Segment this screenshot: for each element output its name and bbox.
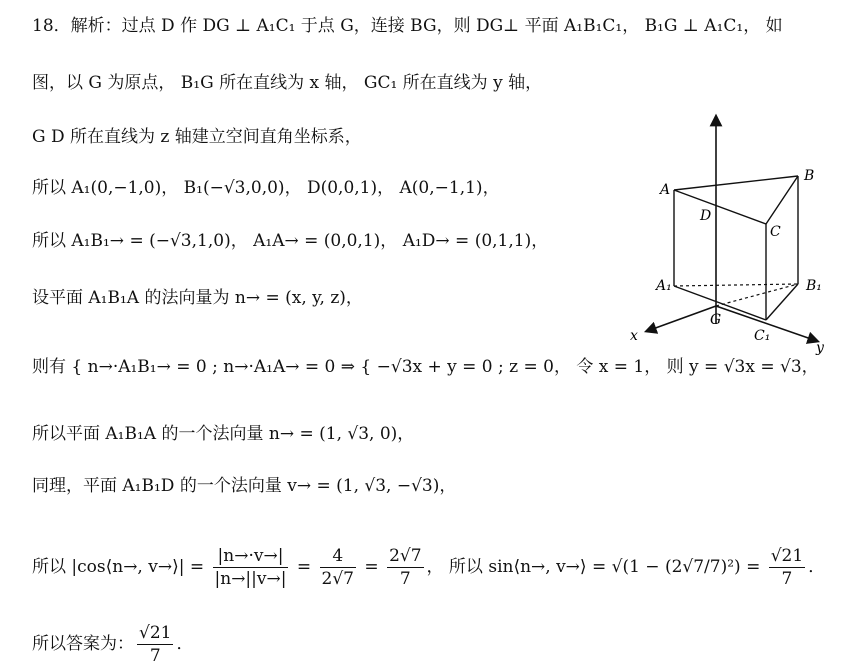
solution-line-6: 设平面 A₁B₁A 的法向量为 n→ = (x, y, z)， bbox=[32, 288, 363, 308]
solution-line-9: 同理，平面 A₁B₁D 的一个法向量 v→ = (1, √3, −√3)， bbox=[32, 476, 457, 496]
solution-line-10 bbox=[32, 545, 825, 590]
fraction-denominator: |n→||v→| bbox=[214, 569, 287, 589]
label-y: y bbox=[816, 340, 824, 356]
solution-line-3: G D 所在直线为 z 轴建立空间直角坐标系， bbox=[32, 127, 362, 147]
fraction-denominator: 7 bbox=[399, 569, 411, 589]
label-A1: A₁ bbox=[656, 278, 672, 294]
prism-coordinate-diagram bbox=[620, 108, 860, 358]
period: ． bbox=[808, 557, 826, 577]
cos-prefix: 所以 |cos⟨n→, v→⟩| = bbox=[32, 557, 210, 577]
solution-line-1: 18．解析：过点 D 作 DG ⊥ A₁C₁ 于点 G，连接 BG，则 DG⊥ 平面 A₁B₁C₁， B₁G ⊥ A₁C₁， 如 bbox=[32, 16, 783, 36]
label-C1: C₁ bbox=[754, 328, 771, 344]
fraction-numerator: 2√7 bbox=[389, 546, 422, 566]
label-A: A bbox=[660, 182, 671, 198]
edge-A1-B1-dashed bbox=[674, 284, 798, 286]
fraction-numerator: √21 bbox=[139, 623, 172, 643]
equals-sign: = bbox=[291, 557, 317, 577]
fraction-numerator: |n→·v→| bbox=[213, 545, 289, 568]
equals-sign: = bbox=[359, 557, 385, 577]
segment-G-B1-dashed bbox=[716, 284, 798, 306]
fraction-denominator: 7 bbox=[781, 569, 793, 589]
solution-line-5: 所以 A₁B₁→ = (−√3,1,0)， A₁A→ = (0,0,1)， A₁D→ = (0,1,1)， bbox=[32, 231, 549, 251]
period: ． bbox=[176, 634, 194, 654]
edge-C-B bbox=[766, 176, 798, 224]
fraction-dot-over-norms bbox=[213, 545, 289, 590]
label-B: B bbox=[804, 168, 815, 184]
fraction-denominator: 2√7 bbox=[321, 569, 354, 589]
solution-line-8: 所以平面 A₁B₁A 的一个法向量 n→ = (1, √3, 0)， bbox=[32, 424, 415, 444]
label-x: x bbox=[630, 328, 638, 344]
solution-line-4: 所以 A₁(0,−1,0)， B₁(−√3,0,0)， D(0,0,1)， A(0,−1,1)， bbox=[32, 178, 500, 198]
fraction-2root7-over-7 bbox=[387, 545, 423, 590]
label-G: G bbox=[710, 312, 722, 328]
answer-prefix: 所以答案为： bbox=[32, 634, 134, 654]
solution-line-7 bbox=[32, 355, 819, 379]
edge-A-C bbox=[674, 190, 766, 224]
fraction-4-over-2root7 bbox=[320, 545, 356, 590]
label-D: D bbox=[700, 208, 712, 224]
system-of-equations: 则有 { n→·A₁B₁→ = 0 ; n→·A₁A→ = 0 ⇒ { −√3x + y = 0 ; z = 0 bbox=[32, 357, 554, 377]
fraction-numerator: √21 bbox=[770, 546, 804, 566]
x-axis bbox=[650, 306, 716, 330]
edge-C1-B1 bbox=[766, 284, 798, 320]
edge-A-B bbox=[674, 176, 798, 190]
solution-line-7-tail: ， 令 x = 1， 则 y = √3x = √3， bbox=[553, 357, 819, 377]
solution-line-2: 图，以 G 为原点， B₁G 所在直线为 x 轴， GC₁ 所在直线为 y 轴， bbox=[32, 73, 543, 93]
solution-line-11 bbox=[32, 622, 193, 667]
label-C: C bbox=[770, 224, 781, 240]
fraction-denominator: 7 bbox=[149, 646, 161, 666]
sin-expression: ， 所以 sin⟨n→, v→⟩ = √(1 − (2√7/7)²) = bbox=[426, 557, 766, 577]
answer-fraction bbox=[137, 622, 173, 667]
fraction-numerator: 4 bbox=[320, 545, 356, 568]
fraction-root21-over-7 bbox=[769, 545, 805, 590]
label-B1: B₁ bbox=[806, 278, 822, 294]
